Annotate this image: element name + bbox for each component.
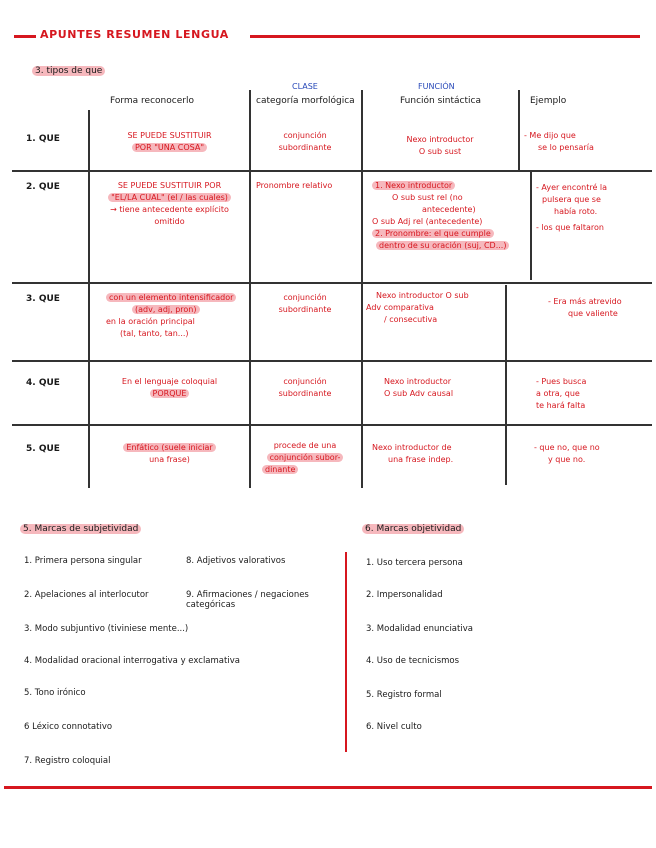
grid-line <box>12 282 652 284</box>
row-4-ejemplo: - Pues busca a otra, que te hará falta <box>536 377 587 410</box>
row-1-number: 1. QUE <box>26 134 60 144</box>
subjetividad-item-5: 5. Tono irónico <box>24 688 86 698</box>
objetividad-item-4: 4. Uso de tecnicismos <box>366 656 460 666</box>
row-1-clase: conjunción subordinante <box>278 131 332 152</box>
grid-line <box>518 90 520 170</box>
objetividad-item-2: 2. Impersonalidad <box>366 590 443 600</box>
title-line-right <box>250 35 640 38</box>
subjetividad-title: 5. Marcas de subjetividad <box>20 524 141 534</box>
grid-line <box>361 90 363 488</box>
row-3-number: 3. QUE <box>26 294 60 304</box>
row-2-forma: SE PUEDE SUSTITUIR POR "EL/LA CUAL" (el / las cuales) → tiene antecedente explícito omitido <box>92 180 247 228</box>
row-5-number: 5. QUE <box>26 444 60 454</box>
row-3-ejemplo: - Era más atrevido que valiente <box>548 297 622 318</box>
grid-line <box>249 90 251 488</box>
row-5-clase: procede de una conjunción subor- dinante <box>252 440 358 476</box>
header-funcion: Función sintáctica <box>400 96 481 106</box>
subjetividad-item-7: 7. Registro coloquial <box>24 756 111 766</box>
page-title: APUNTES RESUMEN LENGUA <box>40 28 229 41</box>
row-4-number: 4. QUE <box>26 378 60 388</box>
grid-line <box>12 424 652 426</box>
subjetividad-item-3: 3. Modo subjuntivo (tiviniese mente...) <box>24 624 189 634</box>
title-line-left <box>14 35 36 38</box>
grid-line <box>505 285 507 485</box>
objetividad-item-3: 3. Modalidad enunciativa <box>366 624 473 634</box>
objetividad-item-5: 5. Registro formal <box>366 690 442 700</box>
header-clase: categoría morfológica <box>256 96 355 106</box>
header-clase-top: CLASE <box>292 82 318 91</box>
row-2-number: 2. QUE <box>26 182 60 192</box>
row-3-funcion: Nexo introductor O sub Adv comparativa / consecutiva <box>366 291 469 324</box>
row-5-ejemplo: - que no, que no y que no. <box>534 443 600 464</box>
bottom-line <box>4 786 652 789</box>
row-2-clase: Pronombre relativo <box>256 181 333 190</box>
row-5-forma: Enfático (suele iniciar una frase) <box>92 442 247 466</box>
row-1-ejemplo: - Me dijo que se lo pensaría <box>524 131 594 152</box>
grid-line <box>12 170 652 172</box>
subjetividad-item-4: 4. Modalidad oracional interrogativa y exclamativa <box>24 656 240 666</box>
row-4-forma: En el lenguaje coloquial PORQUE <box>121 377 218 398</box>
grid-line <box>88 110 90 488</box>
row-5-funcion: Nexo introductor de una frase indep. <box>372 443 454 464</box>
grid-line <box>530 172 532 280</box>
row-2-ejemplo: - Ayer encontré la pulsera que se había roto. - los que faltaron <box>536 183 608 232</box>
header-ejemplo: Ejemplo <box>530 96 567 106</box>
row-1-funcion: Nexo introductor O sub sust <box>406 135 474 156</box>
objetividad-title: 6. Marcas objetividad <box>362 524 464 534</box>
header-forma: Forma reconocerlo <box>110 96 194 106</box>
subjetividad-item-1: 1. Primera persona singular <box>24 556 142 566</box>
row-3-forma: con un elemento intensificador (adv, adj, pron) en la oración principal (tal, tanto, tan...) <box>106 292 249 340</box>
row-4-funcion: Nexo introductor O sub Adv causal <box>384 377 454 398</box>
row-2-funcion: 1. Nexo introductor O sub sust rel (no antecedente) O sub Adj rel (antecedente) 2. Pronombre: el que cumple dentro de su oración (suj, CD...) <box>372 180 528 252</box>
objetividad-item-6: 6. Nivel culto <box>366 722 422 732</box>
objetividad-item-1: 1. Uso tercera persona <box>366 558 463 568</box>
row-3-clase: conjunción subordinante <box>278 293 332 314</box>
row-4-clase: conjunción subordinante <box>278 377 332 398</box>
section-divider <box>345 552 347 752</box>
subjetividad-item-8: 8. Adjetivos valorativos <box>186 556 286 566</box>
subjetividad-item-2: 2. Apelaciones al interlocutor <box>24 590 149 600</box>
header-funcion-top: FUNCIÓN <box>418 82 455 91</box>
section-que-title: 3. tipos de que <box>32 66 105 76</box>
grid-line <box>12 360 652 362</box>
row-1-forma: SE PUEDE SUSTITUIR POR "UNA COSA" <box>127 131 212 152</box>
subjetividad-item-6: 6 Léxico connotativo <box>24 722 113 732</box>
subjetividad-item-9: 9. Afirmaciones / negaciones categóricas <box>186 590 309 610</box>
